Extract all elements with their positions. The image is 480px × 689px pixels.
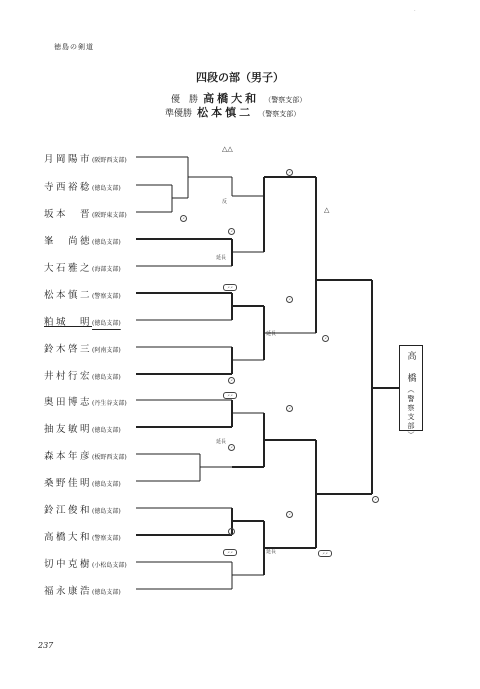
circle-mark: メ — [229, 529, 233, 533]
circle-mark: メ — [181, 216, 185, 220]
player-name: 高橋大和 — [44, 532, 93, 543]
champion-box — [399, 345, 423, 440]
triangle-mark: △ — [324, 206, 330, 214]
player-branch: (丹生谷支部) — [92, 400, 127, 407]
double-circle-mark: メメ — [223, 392, 237, 399]
player-branch: (徳島支部) — [92, 427, 121, 434]
double-circle-mark: メメ — [223, 284, 237, 291]
player-branch: (阪野東支部) — [92, 212, 127, 219]
player-branch: (板野西支部) — [92, 454, 127, 461]
page-number: 237 — [38, 641, 54, 650]
player-name: 福永康浩 — [44, 586, 93, 597]
player-branch: (徳島支部) — [92, 589, 121, 596]
player-name: 峯 尚徳 — [44, 236, 93, 247]
player-branch: (徳島支部) — [92, 320, 121, 327]
circle-mark: メ — [323, 336, 327, 340]
player-branch: (阪野西支部) — [92, 157, 127, 164]
circle-mark: メ — [287, 297, 291, 301]
extension-note: 延長 — [266, 331, 277, 337]
circle-mark: メ — [287, 170, 291, 174]
player-branch: (阿南支部) — [92, 347, 121, 354]
player-branch: (警察支部) — [92, 535, 121, 542]
double-circle-mark: メメ — [223, 549, 237, 556]
circle-mark: メ — [373, 497, 377, 501]
extension-note: 延長 — [266, 549, 277, 555]
player-name: 鈴江俊和 — [44, 505, 93, 516]
player-name: 井村行宏 — [44, 371, 93, 382]
running-header: 徳島の剣道 — [54, 43, 94, 51]
player-name: 坂本 晋 — [44, 209, 93, 220]
corner-mark: - — [414, 8, 416, 13]
player-branch: (徳島支部) — [92, 185, 121, 192]
player-branch: (徳島支部) — [92, 239, 121, 246]
triangle-mark: △△ — [222, 145, 233, 153]
extension-note: 延長 — [216, 439, 227, 445]
section-title: 四段の部（男子） — [196, 71, 284, 84]
circle-mark: メ — [229, 378, 233, 382]
winner-branch: （警察支部） — [264, 96, 307, 104]
champion-name: 高 橋 — [405, 351, 416, 384]
player-branch: (警察支部) — [92, 293, 121, 300]
player-name: 鈴木啓三 — [44, 344, 93, 355]
player-branch: (海部支部) — [92, 266, 121, 273]
circle-mark: メ — [229, 445, 233, 449]
player-name: 粕城 明 — [44, 317, 93, 328]
runner-up-branch: （警察支部） — [258, 110, 301, 118]
player-branch: (徳島支部) — [92, 374, 121, 381]
player-branch: (徳島支部) — [92, 508, 121, 515]
extension-note: 延長 — [216, 255, 227, 261]
circle-mark: メ — [229, 229, 233, 233]
player-branch: (徳島支部) — [92, 481, 121, 488]
circle-mark: メ — [287, 406, 291, 410]
winner-label: 優 勝 — [171, 95, 199, 105]
player-name: 森本年彦 — [44, 451, 93, 462]
runner-up-name: 松本慎二 — [197, 106, 254, 119]
player-name: 大石雅之 — [44, 263, 93, 274]
player-branch: (小松島支部) — [92, 562, 127, 569]
player-name: 奥田博志 — [44, 397, 93, 408]
runner-up-label: 準優勝 — [165, 109, 193, 119]
player-name: 抽友敏明 — [44, 424, 93, 435]
match-note: 反 — [222, 199, 228, 205]
winner-name: 高橋大和 — [203, 92, 260, 105]
champion-branch: （警察支部） — [407, 386, 415, 440]
double-circle-mark: メメ — [318, 550, 332, 557]
circle-mark: メ — [287, 512, 291, 516]
player-name: 松本慎二 — [44, 290, 93, 301]
player-name: 切中克樹 — [44, 559, 93, 570]
player-name: 月岡陽市 — [44, 154, 93, 165]
player-name: 寺西裕稔 — [44, 182, 93, 193]
player-name: 桑野佳明 — [44, 478, 93, 489]
